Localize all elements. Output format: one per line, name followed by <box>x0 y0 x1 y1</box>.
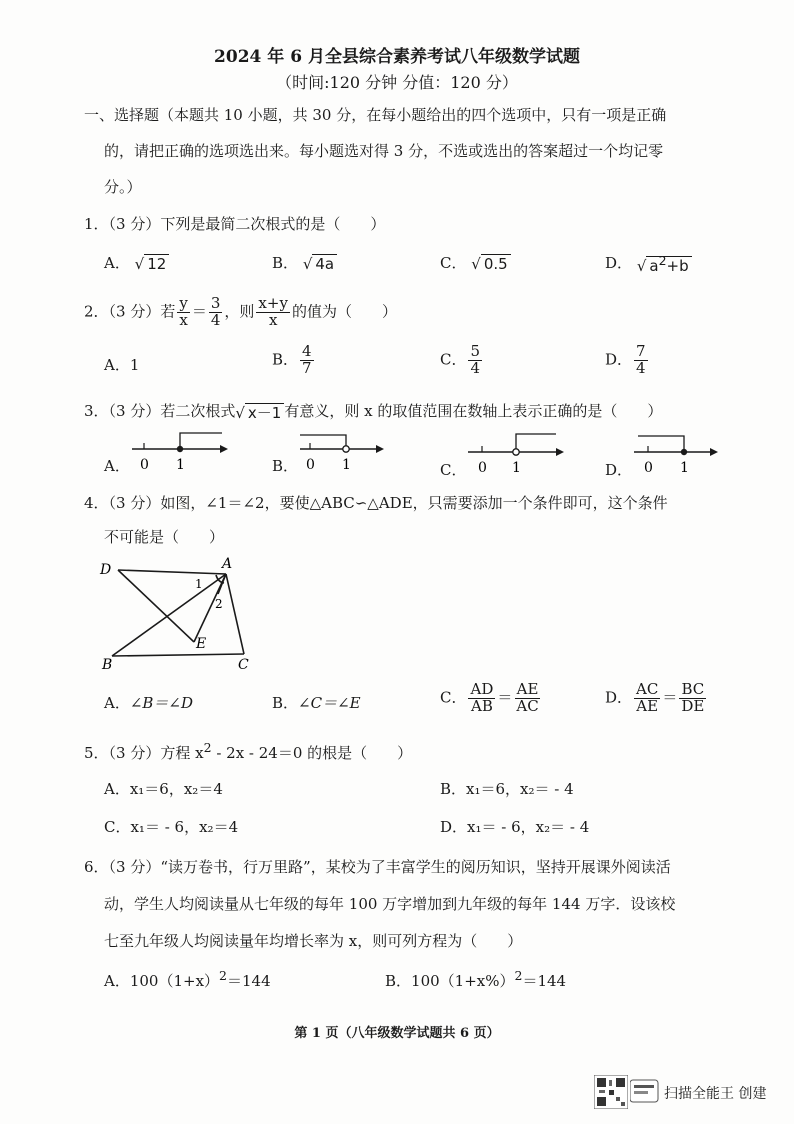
q2-f2-num: 3 <box>210 294 221 312</box>
q5-option-c: C．x₁＝ - 6，x₂＝4 <box>104 818 239 836</box>
q2-c-frac <box>468 344 482 377</box>
q4-b-label: B． <box>272 694 299 712</box>
q6-b-pre: B．100（1+x%） <box>385 972 515 990</box>
q1-d-rest: +b <box>666 257 689 275</box>
q4-d-d2: DE <box>681 696 705 715</box>
q2-c-den: 4 <box>470 358 481 377</box>
q2-frac-3-4 <box>209 296 223 329</box>
q2-d-frac <box>634 344 648 377</box>
tick-1: 1 <box>176 457 185 473</box>
q2-d-num: 7 <box>636 342 646 360</box>
q5-option-b: B．x₁＝6，x₂＝ - 4 <box>440 780 574 798</box>
q2-option-c <box>440 344 484 377</box>
q1-c-value: 0.5 <box>481 254 511 273</box>
q1-b-label: B． <box>272 254 299 272</box>
tick-0: 0 <box>644 460 653 476</box>
section-instruction-line2: 的，请把正确的选项选出来。每小题选对得 3 分，不选或选出的答案超过一个均记零 <box>104 142 664 160</box>
q4-c-eq: ＝ <box>497 688 513 707</box>
q2-a-value: 1 <box>129 356 140 374</box>
q6-a-pre: A．100（1+x） <box>104 972 220 990</box>
q4-d-eq: ＝ <box>662 688 678 707</box>
qr-code-icon <box>594 1075 628 1109</box>
q3-a-label: A． <box>104 457 130 475</box>
point-e-label: E <box>196 636 207 652</box>
sqrt-icon: √ 4a <box>303 255 337 273</box>
q1-option-b <box>272 252 337 273</box>
q1-b-value: 4a <box>312 254 337 273</box>
q4-stem-line2: 不可能是（ ） <box>104 528 225 546</box>
q2-frac-y-x <box>177 296 189 329</box>
q2-eq: ＝ <box>191 302 207 321</box>
tick-0: 0 <box>306 457 315 473</box>
q2-stem <box>84 296 397 329</box>
q4-option-b <box>272 692 361 713</box>
q2-c-num: 5 <box>470 342 481 360</box>
q2-option-a <box>104 354 139 375</box>
q1-c-label: C． <box>440 254 467 272</box>
q1-a-value: 12 <box>144 254 169 273</box>
sqrt-icon: √ x－1 <box>235 402 284 423</box>
q1-d-value <box>646 253 691 275</box>
q1-d-exp: 2 <box>658 253 667 268</box>
q1-d-label: D． <box>605 254 633 272</box>
q4-option-c <box>440 682 543 715</box>
q2-suffix: 的值为（ ） <box>291 302 397 321</box>
q6-stem-line2: 动，学生人均阅读量从七年级的每年 100 万字增加到九年级的每年 144 万字．设该校 <box>104 895 676 913</box>
q2-d-den: 4 <box>636 358 646 377</box>
tick-1: 1 <box>342 457 351 473</box>
q1-option-c <box>440 252 511 273</box>
exam-subtitle: （时间:120 分钟 分值：120 分） <box>276 73 518 92</box>
q6-b-post: ＝144 <box>522 972 567 990</box>
q5-option-a: A．x₁＝6，x₂＝4 <box>104 780 223 798</box>
q2-option-b <box>272 344 316 377</box>
q3-radicand: x－1 <box>245 403 284 422</box>
q4-d-frac1 <box>634 682 660 715</box>
q3-option-d-numberline <box>630 428 720 478</box>
q4-geometry-figure <box>98 556 268 674</box>
q4-c-d2: AC <box>516 696 539 715</box>
q2-d-label: D． <box>605 350 633 369</box>
q1-d-base: a <box>649 257 659 275</box>
q3-option-b-numberline <box>296 425 386 475</box>
q5-stem-pre: 5．（3 分）方程 x <box>84 744 204 762</box>
q5-stem <box>84 740 412 763</box>
q2-f1-den: x <box>179 310 188 329</box>
q6-b-sup: 2 <box>514 968 523 983</box>
q5-option-d: D．x₁＝ - 6，x₂＝ - 4 <box>440 818 590 836</box>
q2-b-den: 7 <box>302 358 312 377</box>
tick-1: 1 <box>680 460 689 476</box>
q6-option-a <box>104 968 271 991</box>
q3-d-label: D． <box>605 461 633 479</box>
q4-a-value: ∠B＝∠D <box>129 694 194 712</box>
q2-frac-xy-x <box>256 296 290 329</box>
q1-option-a <box>104 252 169 273</box>
q4-c-frac1 <box>468 682 495 715</box>
q2-f3-den: x <box>268 310 278 329</box>
section-instruction-line3: 分。） <box>104 178 142 196</box>
q4-option-d <box>605 682 708 715</box>
q3-option-c-numberline <box>464 428 564 478</box>
q3-stem <box>84 400 662 423</box>
q2-b-frac <box>300 344 314 377</box>
q5-stem-post: - 2x - 24＝0 的根是（ ） <box>211 744 413 762</box>
tick-0: 0 <box>140 457 149 473</box>
q6-option-b <box>385 968 566 991</box>
q4-d-label: D． <box>605 688 633 707</box>
q4-c-n2: AE <box>516 680 539 698</box>
q2-c-label: C． <box>440 350 467 369</box>
q6-a-post: ＝144 <box>227 972 271 990</box>
q2-prefix: 2．（3 分）若 <box>84 302 176 321</box>
q1-stem: 1．（3 分）下列是最简二次根式的是（ ） <box>84 215 386 233</box>
q4-d-frac2 <box>679 682 706 715</box>
tick-1: 1 <box>512 460 521 476</box>
q2-f1-num: y <box>179 294 188 312</box>
q2-b-label: B． <box>272 350 299 369</box>
point-a-label: A <box>222 556 233 572</box>
q4-stem-line1: 4．（3 分）如图，∠1＝∠2，要使△ABC∽△ADE，只需要添加一个条件即可，这个条件 <box>84 494 668 512</box>
point-d-label: D <box>100 562 112 578</box>
q3-prefix: 3．（3 分）若二次根式 <box>84 402 236 420</box>
sqrt-icon: √ 12 <box>135 255 170 273</box>
section-instruction-line1: 一、选择题（本题共 10 小题，共 30 分，在每小题给出的四个选项中，只有一项是正确 <box>84 106 667 124</box>
q3-c-label: C． <box>440 461 467 479</box>
q2-option-d <box>605 344 650 377</box>
q4-b-value: ∠C＝∠E <box>298 694 361 712</box>
angle-2-label: 2 <box>215 597 223 611</box>
q4-c-label: C． <box>440 688 467 707</box>
q4-d-n2: BC <box>681 680 705 698</box>
point-c-label: C <box>238 657 249 673</box>
q1-a-label: A． <box>104 254 130 272</box>
sqrt-icon: √ 0.5 <box>471 255 510 273</box>
angle-1-label: 1 <box>195 577 203 591</box>
scanner-watermark-text: 扫描全能王 创建 <box>664 1086 767 1102</box>
camscanner-logo-icon <box>630 1078 660 1106</box>
q6-a-sup: 2 <box>219 968 227 983</box>
q5-stem-sup: 2 <box>203 740 212 755</box>
exam-title: 2024 年 6 月全县综合素养考试八年级数学试题 <box>214 47 580 67</box>
q4-c-n1: AD <box>470 680 494 698</box>
q4-a-label: A． <box>104 694 130 712</box>
page-footer: 第 1 页（八年级数学试题共 6 页） <box>294 1026 500 1041</box>
q3-b-label: B． <box>272 457 299 475</box>
sqrt-icon: √ $a^2+b$ <box>637 253 692 275</box>
q2-a-label: A． <box>104 356 130 374</box>
q6-stem-line3: 七至九年级人均阅读量年均增长率为 x，则可列方程为（ ） <box>104 932 523 950</box>
q4-c-frac2 <box>514 682 540 715</box>
q3-suffix: 有意义，则 x 的取值范围在数轴上表示正确的是（ ） <box>284 402 663 420</box>
q4-d-n1: AC <box>636 680 659 698</box>
q4-c-d1: AB <box>470 696 493 715</box>
q3-option-a-numberline <box>128 425 228 475</box>
q2-b-num: 4 <box>302 342 312 360</box>
q2-mid: ，则 <box>224 302 255 321</box>
q4-d-d1: AE <box>636 696 659 715</box>
tick-0: 0 <box>478 460 487 476</box>
q2-f3-num: x+y <box>258 294 288 312</box>
q1-option-d <box>605 252 692 275</box>
q4-option-a <box>104 692 193 713</box>
point-b-label: B <box>102 657 113 673</box>
q2-f2-den: 4 <box>210 310 221 329</box>
q6-stem-line1: 6．（3 分）“读万卷书，行万里路”，某校为了丰富学生的阅历知识，坚持开展课外阅读活 <box>84 858 671 876</box>
